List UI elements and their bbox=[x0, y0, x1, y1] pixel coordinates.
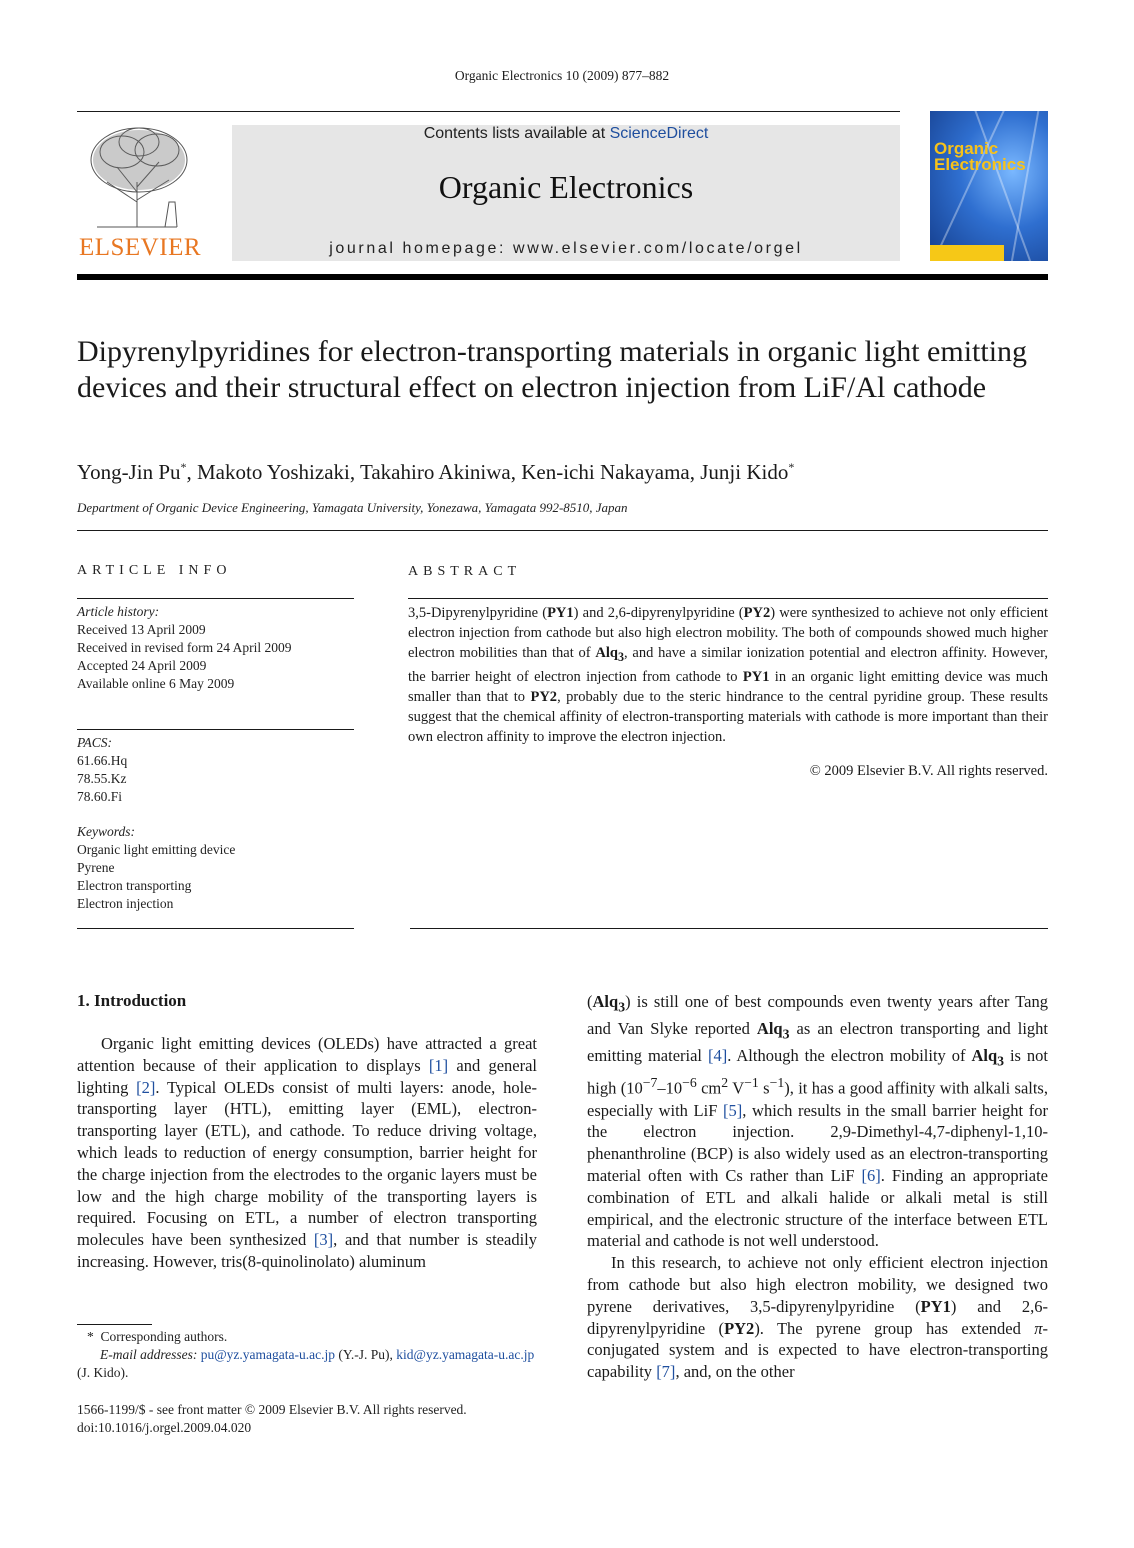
reference-link[interactable]: [3] bbox=[313, 1230, 334, 1250]
compound-alq3-base: Alq bbox=[756, 1019, 783, 1039]
abstract-bottom-rule bbox=[410, 928, 1048, 929]
compound-py1: PY1 bbox=[920, 1296, 951, 1316]
elsevier-logo[interactable] bbox=[77, 122, 203, 262]
reference-link[interactable]: [5] bbox=[723, 1100, 743, 1120]
text-segment: as an electron transporting and light emitting material bbox=[587, 1019, 1049, 1066]
compound-py2: PY2 bbox=[530, 688, 558, 705]
header-thick-rule bbox=[77, 274, 1048, 280]
history-label: Article history: bbox=[77, 604, 160, 619]
journal-banner bbox=[232, 125, 900, 261]
author-separator: , bbox=[689, 460, 701, 484]
affiliation-rule bbox=[77, 530, 1048, 531]
text-segment: ) is still one of best compounds even twenty years after Tang and Van Slyke reported bbox=[587, 992, 1048, 1039]
compound-py2: PY2 bbox=[724, 1318, 755, 1338]
corresponding-mark: * bbox=[788, 460, 795, 474]
history-item: Received in revised form 24 April 2009 bbox=[77, 640, 292, 655]
abstract-copyright: © 2009 Elsevier B.V. All rights reserved. bbox=[809, 763, 1048, 779]
exponent: −1 bbox=[744, 1075, 759, 1091]
abstract-text bbox=[408, 603, 1048, 747]
pacs-rule bbox=[77, 729, 354, 730]
compound-alq3-sub: 3 bbox=[617, 649, 624, 664]
footnote-rule bbox=[77, 1324, 152, 1325]
author-name[interactable]: Junji Kido bbox=[700, 460, 789, 484]
text-segment: cm bbox=[696, 1078, 722, 1098]
tree-icon bbox=[77, 122, 203, 232]
pacs-item: 61.66.Hq bbox=[77, 753, 128, 768]
text-segment: . Finding an appropriate combination of ETL and alkali halide or alkali metal is still empirical, and the electronic structure of the interface between ETL material and cathode is not well understood. bbox=[587, 1165, 1048, 1251]
section-heading: 1. Introduction bbox=[77, 991, 187, 1010]
cover-title-line2: Electronics bbox=[934, 155, 1026, 174]
footnote-corresponding: Corresponding authors. bbox=[100, 1329, 228, 1344]
front-matter bbox=[77, 1401, 557, 1437]
journal-citation: Organic Electronics 10 (2009) 877–882 bbox=[454, 68, 670, 83]
footnote-mark: * bbox=[87, 1329, 94, 1344]
paragraph bbox=[587, 991, 1048, 1252]
compound-alq3-base: Alq bbox=[971, 1046, 998, 1066]
history-item: Received 13 April 2009 bbox=[77, 622, 206, 637]
doi[interactable]: doi:10.1016/j.orgel.2009.04.020 bbox=[77, 1420, 252, 1435]
email-link[interactable]: kid@yz.yamagata-u.ac.jp bbox=[396, 1347, 535, 1362]
compound-alq3 bbox=[756, 1019, 790, 1042]
article-info-rule bbox=[77, 598, 354, 599]
compound-py1: PY1 bbox=[547, 605, 574, 621]
email-link[interactable]: pu@yz.yamagata-u.ac.jp bbox=[200, 1347, 335, 1362]
compound-alq3 bbox=[971, 1046, 1004, 1069]
text-segment: ) and 2,6-dipyrenylpyridine ( bbox=[587, 1296, 1048, 1338]
contents-line bbox=[232, 125, 900, 143]
paragraph bbox=[587, 1252, 1048, 1383]
publisher-wordmark: ELSEVIER bbox=[78, 234, 202, 261]
author-name[interactable]: Takahiro Akiniwa bbox=[359, 460, 511, 484]
reference-link[interactable]: [4] bbox=[707, 1046, 728, 1066]
text-segment: In this research, to achieve not only efficient electron injection from cathode but also high electron mobility, we designed two pyrene derivatives, 3,5-dipyrenylpyridine ( bbox=[587, 1253, 1048, 1316]
keywords-label: Keywords: bbox=[77, 824, 135, 839]
abstract-segment: ) were synthesized to achieve not only efficient electron injection from cathode but also high electron mobility. The both of compounds showed much higher electron mobilities than that of bbox=[408, 605, 1048, 661]
text-segment: -conjugated system and is expected to have electron-transporting capability bbox=[587, 1318, 1048, 1382]
author-separator: , bbox=[349, 460, 360, 484]
cover-title bbox=[934, 141, 1026, 173]
pacs-list bbox=[77, 734, 354, 806]
reference-link[interactable]: [6] bbox=[861, 1165, 881, 1185]
abstract-heading: ABSTRACT bbox=[408, 564, 522, 579]
text-segment: , and, on the other bbox=[675, 1362, 795, 1382]
cover-light-ray bbox=[932, 111, 1010, 261]
paragraph bbox=[77, 1033, 537, 1273]
text-segment: is not high (10 bbox=[587, 1046, 1048, 1098]
footnote bbox=[77, 1328, 537, 1382]
exponent: −6 bbox=[682, 1075, 697, 1091]
article-title: Dipyrenylpyridines for electron-transporting materials in organic light emitting devices and their structural effect on electron injection from LiF/Al cathode bbox=[77, 335, 1028, 404]
article-history bbox=[77, 603, 354, 693]
abstract-segment: , probably due to the steric hindrance to the central pyridine group. These results suggest that the chemical affinity of electron-transporting materials with cathode is more important than their own electron affinity to improve the electron injection. bbox=[408, 688, 1048, 745]
text-segment: and general lighting bbox=[77, 1055, 538, 1097]
reference-link[interactable]: [2] bbox=[136, 1077, 156, 1097]
author-name[interactable]: Yong-Jin Pu bbox=[77, 460, 181, 484]
compound-alq3-sub: 3 bbox=[997, 1053, 1004, 1069]
text-segment: . Although the electron mobility of bbox=[727, 1046, 972, 1066]
cover-bar bbox=[930, 245, 1004, 261]
sciencedirect-link[interactable]: ScienceDirect bbox=[609, 125, 709, 142]
pacs-item: 78.55.Kz bbox=[77, 771, 127, 786]
pacs-label: PACS: bbox=[77, 735, 113, 750]
abstract-segment: , and have a similar ionization potential and electron affinity. However, the barrier height of electron injection from cathode to bbox=[408, 645, 1049, 685]
exponent: −1 bbox=[769, 1075, 785, 1091]
reference-link[interactable]: [7] bbox=[656, 1362, 676, 1382]
abstract-segment: 3,5-Dipyrenylpyridine ( bbox=[408, 605, 548, 621]
compound-py2: PY2 bbox=[743, 605, 771, 621]
text-segment: s bbox=[758, 1078, 770, 1098]
contents-prefix: Contents lists available at bbox=[423, 125, 610, 142]
exponent: 2 bbox=[721, 1075, 729, 1091]
journal-homepage[interactable]: journal homepage: www.elsevier.com/locate/orgel bbox=[329, 240, 803, 257]
front-matter-line: 1566-1199/$ - see front matter © 2009 Elsevier B.V. All rights reserved. bbox=[77, 1402, 467, 1417]
keyword-item: Organic light emitting device bbox=[77, 842, 236, 857]
reference-link[interactable]: [1] bbox=[428, 1055, 449, 1075]
text-segment: Organic light emitting devices (OLEDs) have attracted a great attention because of their application to displays bbox=[77, 1034, 537, 1075]
pacs-item: 78.60.Fi bbox=[77, 789, 123, 804]
author-separator: , bbox=[510, 460, 522, 484]
email-owner: (Y.-J. Pu), bbox=[335, 1347, 397, 1362]
compound-alq3-sub: 3 bbox=[782, 1026, 790, 1042]
body-column-left bbox=[77, 1033, 537, 1273]
corresponding-mark: * bbox=[180, 460, 187, 474]
abstract-rule bbox=[408, 598, 1048, 599]
text-segment: , which results in the small barrier height for the electron injection. 2,9-Dimethyl-4,7-diphenyl-1,10-phenanthroline (BCP) is also widely used as an electron-transporting material often with Cs rather than LiF bbox=[587, 1100, 1048, 1185]
text-segment: ), it has a good affinity with alkali salts, especially with LiF bbox=[587, 1078, 1048, 1120]
article-info-bottom-rule bbox=[77, 928, 354, 929]
abstract-segment: in an organic light emitting device was much smaller than that to bbox=[408, 668, 1048, 705]
text-segment: –10 bbox=[657, 1078, 683, 1098]
article-info-heading: ARTICLE INFO bbox=[77, 563, 232, 578]
email-label: E-mail addresses: bbox=[100, 1347, 198, 1362]
body-column-right bbox=[587, 991, 1048, 1383]
text-segment: , and that number is steadily increasing. However, tris(8-quinolinolato) aluminum bbox=[77, 1230, 537, 1271]
keyword-item: Pyrene bbox=[77, 860, 115, 875]
journal-cover-image[interactable] bbox=[930, 111, 1048, 261]
journal-name: Organic Electronics bbox=[438, 169, 694, 205]
affiliation: Department of Organic Device Engineering, Yamagata University, Yonezawa, Yamagata 992-8510, Japan bbox=[77, 500, 628, 515]
compound-alq3-base: Alq bbox=[592, 992, 619, 1011]
text-segment: . Typical OLEDs consist of multi layers: anode, hole-transporting layer (HTL), emitting layer (EML), electron-transporting layer (ETL), and cathode. To reduce driving voltage, which leads to reduction of energy consumption, barrier height for the charge injection from the electrodes to the organic layers must be low and the high charge mobility of the transporting layers is required. Focusing on ETL, a number of electron transporting molecules have been synthesized bbox=[77, 1077, 537, 1250]
exponent: −7 bbox=[642, 1075, 658, 1091]
text-segment: ). The pyrene group has extended bbox=[754, 1318, 1035, 1338]
compound-py1: PY1 bbox=[742, 668, 770, 685]
keywords-list bbox=[77, 823, 354, 913]
abstract-segment: ) and 2,6-dipyrenylpyridine ( bbox=[573, 605, 744, 621]
history-item: Available online 6 May 2009 bbox=[77, 676, 235, 691]
author-name[interactable]: Ken-ichi Nakayama bbox=[521, 460, 690, 484]
pi-symbol: π bbox=[1034, 1318, 1043, 1338]
history-item: Accepted 24 April 2009 bbox=[77, 658, 207, 673]
author-name[interactable]: Makoto Yoshizaki bbox=[197, 460, 350, 484]
author-list bbox=[77, 460, 1057, 485]
keyword-item: Electron transporting bbox=[77, 878, 192, 893]
cover-title-line1: Organic bbox=[934, 139, 999, 158]
compound-alq3-sub: 3 bbox=[618, 999, 626, 1015]
header-rule bbox=[77, 111, 900, 112]
author-separator: , bbox=[186, 460, 197, 484]
compound-alq3 bbox=[592, 992, 626, 1015]
cover-light-ray bbox=[1009, 111, 1042, 261]
text-segment: ( bbox=[587, 992, 593, 1011]
email-owner: (J. Kido). bbox=[77, 1365, 129, 1380]
compound-alq3 bbox=[595, 645, 624, 664]
text-segment: V bbox=[728, 1078, 745, 1098]
keyword-item: Electron injection bbox=[77, 896, 174, 911]
compound-alq3-base: Alq bbox=[595, 645, 618, 661]
